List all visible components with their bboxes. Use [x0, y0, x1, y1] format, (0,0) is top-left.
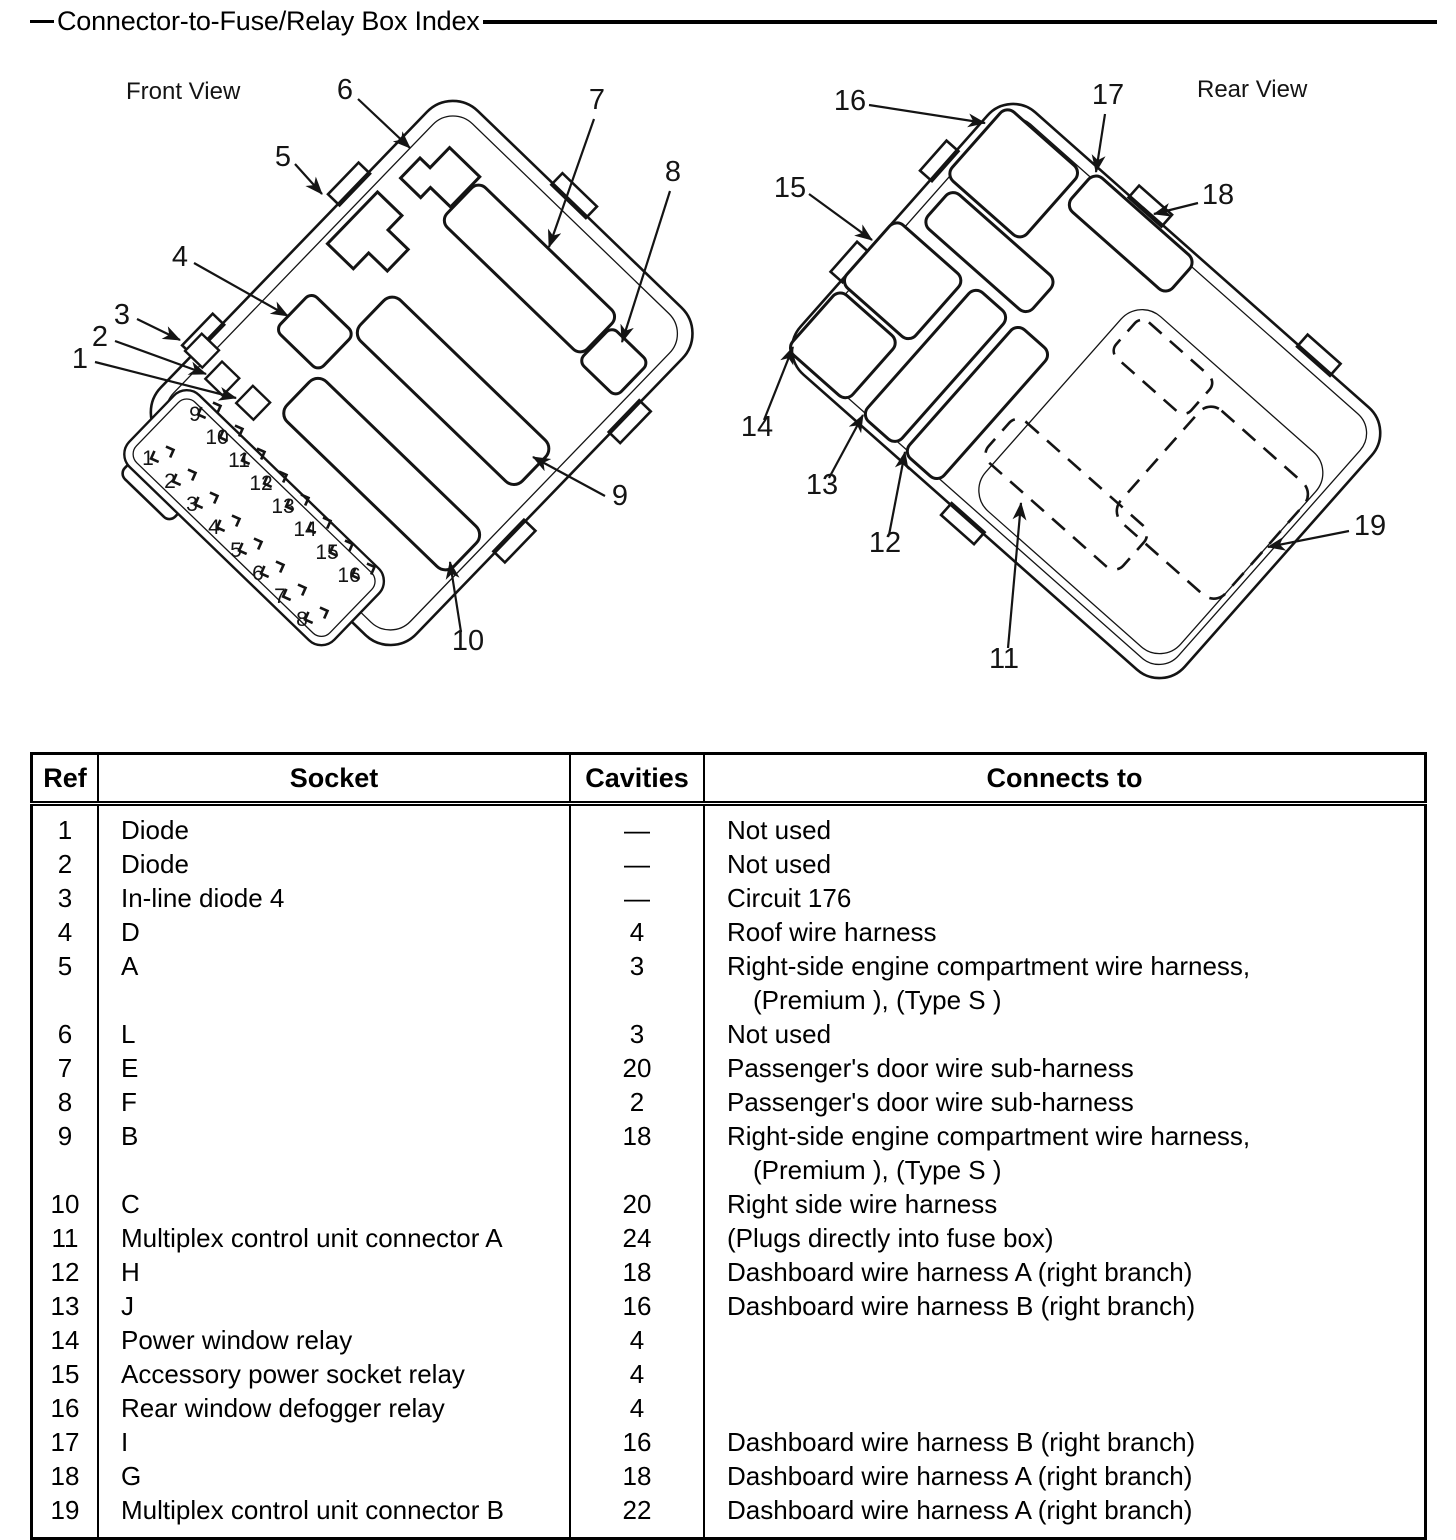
socket-cell: E	[98, 1051, 570, 1085]
socket-cell: Diode	[98, 847, 570, 881]
callout-12: 12	[868, 527, 902, 559]
callout-15: 15	[773, 172, 807, 204]
connects-cell	[704, 1017, 1426, 1051]
table-row	[32, 1085, 1426, 1119]
table-row	[32, 1289, 1426, 1323]
connects-line: Right-side engine compartment wire harness,	[727, 1121, 1251, 1151]
connects-cell	[704, 1425, 1426, 1459]
table-header	[32, 754, 1426, 804]
socket-cell: Rear window defogger relay	[98, 1391, 570, 1425]
cavities-cell: 18	[570, 1119, 704, 1187]
ref-cell: 8	[32, 1085, 99, 1119]
connects-cell	[704, 847, 1426, 881]
hidden-slot	[1110, 316, 1217, 418]
connects-cell	[704, 1187, 1426, 1221]
fuse-number: 6	[252, 562, 264, 585]
socket-cell: D	[98, 915, 570, 949]
connects-cell	[704, 1085, 1426, 1119]
fuse-number: 5	[230, 539, 242, 562]
socket-cell: J	[98, 1289, 570, 1323]
connects-line: Not used	[727, 849, 832, 879]
cavities-cell: 18	[570, 1459, 704, 1493]
table-row	[32, 1357, 1426, 1391]
ref-cell: 9	[32, 1119, 99, 1187]
cavities-cell: 4	[570, 1323, 704, 1357]
connector-index-table	[30, 752, 1427, 1540]
ref-cell: 18	[32, 1459, 99, 1493]
callout-5: 5	[274, 141, 292, 173]
rear-tab	[941, 503, 985, 544]
ref-cell: 14	[32, 1323, 99, 1357]
cavities-cell: 16	[570, 1289, 704, 1323]
cavities-cell: 3	[570, 949, 704, 1017]
connects-cell	[704, 1357, 1426, 1391]
table-row	[32, 1323, 1426, 1357]
table-row	[32, 1391, 1426, 1425]
fuse-number: 8	[296, 608, 308, 631]
ref-cell: 16	[32, 1391, 99, 1425]
connects-cell	[704, 881, 1426, 915]
col-header-ref: Ref	[32, 754, 99, 804]
fuse-number: 11	[228, 449, 250, 472]
connects-cell	[704, 804, 1426, 848]
ref-cell: 5	[32, 949, 99, 1017]
callout-17: 17	[1091, 79, 1125, 111]
fuse-number: 12	[249, 472, 273, 495]
cavities-cell: 4	[570, 1357, 704, 1391]
connects-line: (Premium ), (Type S )	[753, 1155, 1002, 1185]
fuse-number: 16	[337, 564, 361, 587]
connects-cell	[704, 1323, 1426, 1357]
callout-9: 9	[611, 480, 629, 512]
cavities-cell: 20	[570, 1187, 704, 1221]
callout-11: 11	[988, 643, 1020, 675]
callout-1: 1	[71, 343, 89, 375]
table-row	[32, 1255, 1426, 1289]
socket-cell: C	[98, 1187, 570, 1221]
fuse-number: 1	[142, 447, 154, 470]
table-row	[32, 915, 1426, 949]
front-tab	[493, 520, 535, 563]
callout-6: 6	[336, 74, 354, 106]
table-row	[32, 1119, 1426, 1187]
fuse-number: 10	[205, 426, 229, 449]
ref-cell: 11	[32, 1221, 99, 1255]
connects-cell	[704, 1493, 1426, 1539]
connector-socket-A-5	[327, 192, 422, 287]
table-row	[32, 1221, 1426, 1255]
table-row	[32, 949, 1426, 1017]
socket-cell: Power window relay	[98, 1323, 570, 1357]
callout-8: 8	[664, 156, 682, 188]
front-tab	[328, 163, 370, 206]
rear-view-label: Rear View	[1197, 76, 1308, 103]
ref-cell: 10	[32, 1187, 99, 1221]
ref-cell: 12	[32, 1255, 99, 1289]
ref-cell: 4	[32, 915, 99, 949]
callout-7: 7	[588, 84, 606, 116]
fuse-relay-box-diagram	[0, 0, 1456, 745]
callout-19: 19	[1353, 510, 1387, 542]
cavities-cell: 16	[570, 1425, 704, 1459]
fuse-number: 13	[271, 495, 295, 518]
fuse-number: 3	[186, 493, 198, 516]
table-body	[32, 804, 1426, 1539]
connects-cell	[704, 949, 1426, 1017]
fuse-number: 14	[293, 518, 317, 541]
connects-cell	[704, 1051, 1426, 1085]
cavities-cell: 22	[570, 1493, 704, 1539]
socket-cell: B	[98, 1119, 570, 1187]
connects-cell	[704, 1391, 1426, 1425]
table-row	[32, 881, 1426, 915]
socket-cell: Accessory power socket relay	[98, 1357, 570, 1391]
socket-cell: I	[98, 1425, 570, 1459]
multiplex-connector-A-11	[981, 414, 1152, 574]
connector-socket-D-4	[275, 292, 354, 371]
ref-cell: 6	[32, 1017, 99, 1051]
fuse-number: 4	[208, 516, 220, 539]
connects-cell	[704, 1255, 1426, 1289]
front-tab	[609, 400, 651, 443]
connects-cell	[704, 1119, 1426, 1187]
ref-cell: 2	[32, 847, 99, 881]
rear-tab	[1297, 335, 1341, 376]
cavities-cell: 18	[570, 1255, 704, 1289]
ref-cell: 19	[32, 1493, 99, 1539]
connects-line: Dashboard wire harness A (right branch)	[727, 1461, 1193, 1491]
connector-socket-E-7	[440, 181, 618, 356]
front-view-box	[88, 66, 728, 709]
ref-cell: 13	[32, 1289, 99, 1323]
cavities-cell: —	[570, 847, 704, 881]
fuse-number: 7	[274, 585, 286, 608]
connects-line: Not used	[727, 815, 832, 845]
callout-18: 18	[1201, 179, 1235, 211]
connects-line: Right-side engine compartment wire harness,	[727, 951, 1251, 981]
connects-cell	[704, 915, 1426, 949]
cavities-cell: 4	[570, 915, 704, 949]
cavities-cell: 4	[570, 1391, 704, 1425]
connects-line: (Plugs directly into fuse box)	[727, 1223, 1054, 1253]
socket-cell: A	[98, 949, 570, 1017]
table-row	[32, 1459, 1426, 1493]
col-header-cavities: Cavities	[570, 754, 704, 804]
cavities-cell: —	[570, 881, 704, 915]
socket-cell: H	[98, 1255, 570, 1289]
connector-socket-I-17	[1065, 172, 1196, 295]
callout-14: 14	[740, 411, 774, 443]
table-row	[32, 1425, 1426, 1459]
socket-cell: F	[98, 1085, 570, 1119]
table-row	[32, 1493, 1426, 1539]
connects-cell	[704, 1289, 1426, 1323]
table-row	[32, 1187, 1426, 1221]
connects-line: Roof wire harness	[727, 917, 937, 947]
callout-16: 16	[833, 85, 867, 117]
cavities-cell: 24	[570, 1221, 704, 1255]
table-row	[32, 1051, 1426, 1085]
connects-cell	[704, 1221, 1426, 1255]
connects-line: Dashboard wire harness B (right branch)	[727, 1427, 1196, 1457]
socket-cell: Multiplex control unit connector B	[98, 1493, 570, 1539]
ref-cell: 1	[32, 804, 99, 848]
fuse-number: 9	[189, 403, 201, 426]
socket-cell: Multiplex control unit connector A	[98, 1221, 570, 1255]
col-header-connects: Connects to	[704, 754, 1426, 804]
callout-13: 13	[805, 469, 839, 501]
socket-cell: In-line diode 4	[98, 881, 570, 915]
connects-line: Passenger's door wire sub-harness	[727, 1053, 1134, 1083]
page-title: Connector-to-Fuse/Relay Box Index	[57, 6, 480, 36]
connects-line: (Premium ), (Type S )	[753, 985, 1002, 1015]
table-row	[32, 847, 1426, 881]
callout-4: 4	[171, 241, 189, 273]
diode-socket-1	[236, 386, 270, 420]
callout-10: 10	[451, 625, 485, 657]
front-tab	[551, 173, 597, 218]
socket-cell: L	[98, 1017, 570, 1051]
connects-line: Circuit 176	[727, 883, 852, 913]
callout-2: 2	[91, 321, 109, 353]
connects-line: Dashboard wire harness B (right branch)	[727, 1291, 1196, 1321]
front-view-label: Front View	[126, 78, 241, 105]
connects-line: Dashboard wire harness A (right branch)	[727, 1257, 1193, 1287]
ref-cell: 3	[32, 881, 99, 915]
ref-cell: 17	[32, 1425, 99, 1459]
multiplex-connector-B-19	[1110, 400, 1314, 605]
connects-line: Not used	[727, 1019, 832, 1049]
callout-3: 3	[113, 299, 131, 331]
socket-cell: Diode	[98, 804, 570, 848]
connects-cell	[704, 1459, 1426, 1493]
connects-line: Dashboard wire harness A (right branch)	[727, 1495, 1193, 1525]
table-row	[32, 804, 1426, 848]
ref-cell: 7	[32, 1051, 99, 1085]
fuse-number: 15	[315, 541, 339, 564]
socket-cell: G	[98, 1459, 570, 1493]
cavities-cell: —	[570, 804, 704, 848]
table-row	[32, 1017, 1426, 1051]
connects-line: Right side wire harness	[727, 1189, 998, 1219]
rear-view-box	[758, 70, 1403, 702]
cavities-cell: 3	[570, 1017, 704, 1051]
fuse-number: 2	[164, 470, 176, 493]
cavities-cell: 20	[570, 1051, 704, 1085]
cavities-cell: 2	[570, 1085, 704, 1119]
ref-cell: 15	[32, 1357, 99, 1391]
col-header-socket: Socket	[98, 754, 570, 804]
connects-line: Passenger's door wire sub-harness	[727, 1087, 1134, 1117]
